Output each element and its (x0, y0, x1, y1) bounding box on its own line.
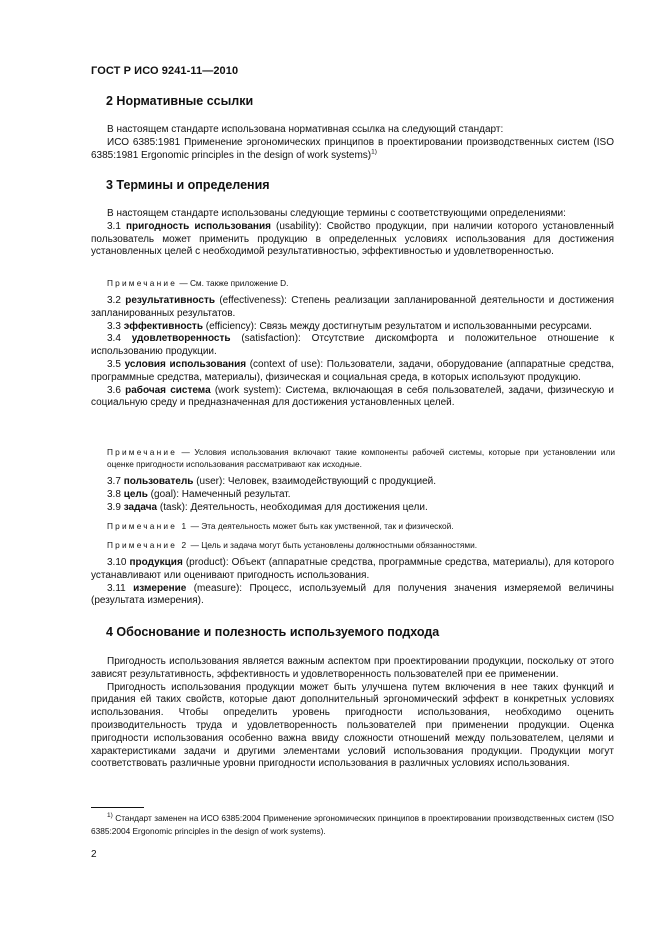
paragraph: В настоящем стандарте использована нормативная ссылка на следующий стандарт: (107, 124, 504, 135)
term-name: условия использования (124, 358, 247, 370)
term-name: пользователь (123, 476, 194, 487)
term-name: измерение (133, 582, 187, 594)
term-3-1: 3.1 пригодность использования (usability): Свойство продукции, при наличии которого установленный пользователь может применить продукцию в определенных условиях использования для достижения установленных целей с необходимой результативностью, эффективностью и удовлетворенностью. (91, 220, 615, 258)
term-block-3-1 (91, 208, 614, 259)
note: Примечание — Условия использования включают такие компоненты рабочей системы, которые при установлении или оценке пригодности использования рассматривают как исходные. (107, 447, 615, 470)
paragraph: ИСО 6385:1981 Применение эргономических принципов в проектировании производственных систем (ISO 6385:1981 Ergonomic principles in the design of work systems)$^{1)}$ (91, 136, 614, 161)
paragraph: Пригодность использования является важным аспектом при проектировании продукции, поскольку от этого зависят результативность, эффективность и удовлетворенность пользователей при ее применении. (91, 656, 614, 680)
document-header: ГОСТ Р ИСО 9241-11—2010 (91, 65, 239, 77)
term-name: цель (123, 488, 148, 500)
paragraph: В настоящем стандарте использованы следующие термины с соответствующими определениями: (107, 208, 566, 219)
term-3-11: 3.11 измерение (measure): Процесс, используемый для получения значения измеряемой величины (результата измерения). (91, 582, 614, 607)
footnote-divider (91, 807, 144, 808)
section-4-heading: 4 Обоснование и полезность используемого подхода (106, 625, 440, 639)
footnote-ref: 1) (371, 148, 377, 156)
note: Примечание 1 — Эта деятельность может быть как умственной, так и физической. (107, 521, 454, 531)
footnote: $^{1)}$ Стандарт заменен на ИСО 6385:2004 Применение эргономических принципов в проектировании производственных систем (ISO 6385:2004 Ergonomic principles in the design of work systems). (91, 812, 614, 836)
note: Примечание 2 — Цель и задача могут быть установлены должностными обязанностями. (107, 540, 478, 550)
footnote-mark: 1) (107, 812, 113, 820)
section-4-body (91, 656, 614, 771)
term-3-7: 3.7 пользователь (user): Человек, взаимодействующий с продукцией. (107, 476, 437, 487)
term-3-8: 3.8 цель (goal): Намеченный результат. (107, 488, 291, 500)
term-name: пригодность использования (126, 220, 271, 232)
term-3-9: 3.9 задача (task): Деятельность, необходимая для достижения цели. (107, 501, 428, 513)
term-block-3-2 (91, 295, 614, 410)
term-name: задача (123, 501, 158, 513)
section-2-body (91, 124, 614, 162)
term-name: эффективность (123, 320, 203, 332)
term-block-3-7 (91, 476, 614, 514)
term-name: продукция (129, 557, 183, 568)
note: Примечание — См. также приложение D. (107, 278, 289, 288)
term-block-3-10 (91, 557, 614, 608)
term-3-4: 3.4 удовлетворенность (satisfaction): Отсутствие дискомфорта и положительное отношение к использованию продукции. (91, 333, 614, 358)
term-name: рабочая система (125, 384, 211, 396)
paragraph: Пригодность использования продукции может быть улучшена путем включения в нее таких функций и придания ей таких свойств, которые дают дополнительный эргономический эффект в конкретных условиях использования. Чтобы определить уровень пригодности использования, необходимо оценить производительность труда и удовлетворенность пользователей при применении продукции. Оценка пригодности использования особенно важна ввиду сложности отношений между пользователем, целями и характеристиками задачи и другими элементами условий использования продукции. Продукции могут соответствовать различные уровни пригодности использования в различных условиях использования. (91, 681, 614, 770)
term-name: удовлетворенность (131, 333, 231, 345)
page-number: 2 (91, 849, 97, 860)
term-3-2: 3.2 результативность (effectiveness): Степень реализации запланированной деятельности и достижения запланированных результатов. (91, 295, 615, 319)
term-3-6: 3.6 рабочая система (work system): Система, включающая в себя пользователей, задачи, физическую и социальную среду и предназначенная для достижения установленных целей. (91, 384, 614, 409)
section-2-heading: 2 Нормативные ссылки (106, 94, 254, 108)
term-3-10: 3.10 продукция (product): Объект (аппаратные средства, программные средства, материалы), для которого устанавливают или оценивают пригодность использования. (91, 557, 615, 581)
term-3-5: 3.5 условия использования (context of use): Пользователи, задачи, оборудование (аппаратные средства, программные средства, материалы), физическая и социальная среда, в которых используют продукцию. (91, 358, 614, 383)
section-3-heading: 3 Термины и определения (106, 178, 270, 192)
term-name: результативность (125, 295, 215, 306)
term-3-3: 3.3 эффективность (efficiency): Связь между достигнутым результатом и использованными ресурсами. (107, 320, 592, 332)
